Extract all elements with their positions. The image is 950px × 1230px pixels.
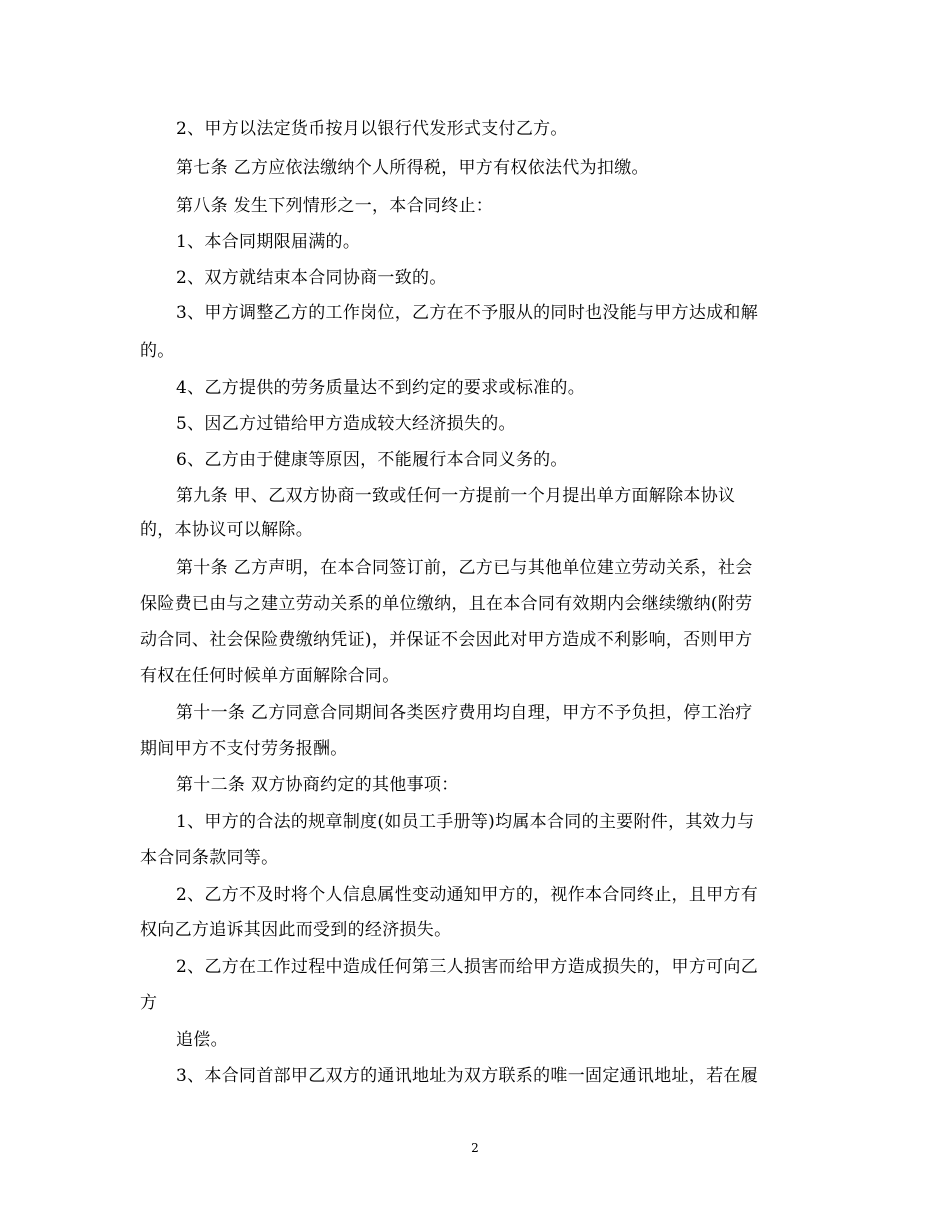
- paragraph-line: 2、乙方在工作过程中造成任何第三人损害而给甲方造成损失的，甲方可向乙: [176, 957, 759, 977]
- paragraph-line: 第十一条 乙方同意合同期间各类医疗费用均自理，甲方不予负担，停工治疗: [176, 703, 753, 723]
- paragraph-line: 第七条 乙方应依法缴纳个人所得税，甲方有权依法代为扣缴。: [176, 158, 649, 178]
- paragraph-line: 3、本合同首部甲乙双方的通讯地址为双方联系的唯一固定通讯地址，若在履: [176, 1066, 759, 1086]
- paragraph-line: 6、乙方由于健康等原因，不能履行本合同义务的。: [176, 450, 568, 470]
- paragraph-line: 有权在任何时候单方面解除合同。: [140, 666, 400, 686]
- paragraph-line: 期间甲方不支付劳务报酬。: [140, 739, 348, 759]
- paragraph-line: 本合同条款同等。: [140, 848, 279, 868]
- paragraph-line: 第八条 发生下列情形之一，本合同终止：: [176, 196, 494, 216]
- paragraph-line: 1、本合同期限届满的。: [176, 232, 361, 252]
- paragraph-line: 第十条 乙方声明，在本合同签订前，乙方已与其他单位建立劳动关系，社会: [176, 558, 753, 578]
- paragraph-line: 4、乙方提供的劳务质量达不到约定的要求或标准的。: [176, 378, 586, 398]
- paragraph-line: 保险费已由与之建立劳动关系的单位缴纳，且在本合同有效期内会继续缴纳(附劳: [140, 594, 753, 614]
- paragraph-line: 1、甲方的合法的规章制度(如员工手册等)均属本合同的主要附件，其效力与: [176, 812, 755, 832]
- page-number: 2: [471, 1141, 479, 1155]
- paragraph-line: 的。: [140, 341, 175, 361]
- paragraph-line: 方: [140, 993, 158, 1013]
- paragraph-line: 的，本协议可以解除。: [140, 520, 313, 540]
- paragraph-line: 追偿。: [176, 1030, 228, 1050]
- paragraph-line: 3、甲方调整乙方的工作岗位，乙方在不予服从的同时也没能与甲方达成和解: [176, 303, 759, 323]
- paragraph-line: 权向乙方追诉其因此而受到的经济损失。: [140, 920, 452, 940]
- paragraph-line: 2、甲方以法定货币按月以银行代发形式支付乙方。: [176, 119, 568, 139]
- paragraph-line: 5、因乙方过错给甲方造成较大经济损失的。: [176, 414, 516, 434]
- paragraph-line: 2、双方就结束本合同协商一致的。: [176, 268, 447, 288]
- paragraph-line: 第十二条 双方协商约定的其他事项：: [176, 775, 459, 795]
- paragraph-line: 第九条 甲、乙双方协商一致或任何一方提前一个月提出单方面解除本协议: [176, 486, 736, 506]
- paragraph-line: 2、乙方不及时将个人信息属性变动通知甲方的，视作本合同终止，且甲方有: [176, 885, 759, 905]
- paragraph-line: 动合同、社会保险费缴纳凭证)，并保证不会因此对甲方造成不利影响，否则甲方: [140, 630, 753, 650]
